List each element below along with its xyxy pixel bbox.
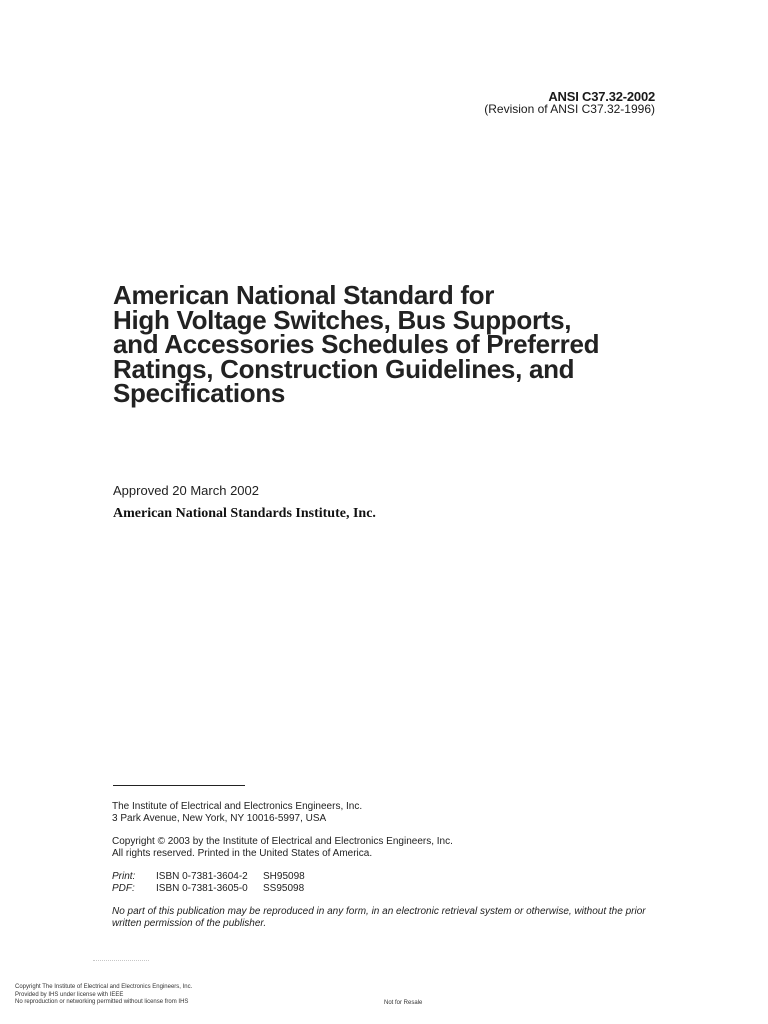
title-line: and Accessories Schedules of Preferred [113,329,600,360]
publisher-name: The Institute of Electrical and Electronics Engineers, Inc. [112,801,363,812]
standard-number: ANSI C37.32-2002 [548,89,655,104]
rights-line: All rights reserved. Printed in the United States of America. [112,847,373,859]
footer-line: Copyright The Institute of Electrical and Electronics Engineers, Inc. [15,984,193,990]
isbn-number: ISBN 0-7381-3604-2 [156,871,248,882]
publisher-block [112,801,362,824]
isbn-format-label: Print: [112,871,136,882]
footer-line: No reproduction or networking permitted without license from IHS [15,999,189,1005]
product-code: SH95098 [263,871,305,882]
isbn-format-label: PDF: [112,882,135,894]
revision-note: (Revision of ANSI C37.32-1996) [484,102,655,116]
isbn-row-pdf [112,883,305,895]
title-line: Specifications [113,378,286,409]
isbn-number: ISBN 0-7381-3605-0 [156,882,248,894]
faint-mark [93,960,149,964]
copyright-block [112,836,453,859]
approval-date: Approved 20 March 2002 [113,483,259,498]
title-line: High Voltage Switches, Bus Supports, [113,304,572,335]
footer-license [15,984,192,1007]
footer-resale-note: Not for Resale [384,1000,423,1006]
title-line: Ratings, Construction Guidelines, and [113,353,575,384]
copyright-line: Copyright © 2003 by the Institute of Electrical and Electronics Engineers, Inc. [112,836,453,847]
isbn-row-print [112,871,305,883]
approving-institute: American National Standards Institute, Inc. [113,506,376,521]
title-line: American National Standard for [113,280,495,310]
reproduction-notice: No part of this publication may be reproduced in any form, in an electronic retrieval system or otherwise, without the prior written permission of the publisher. [112,906,646,929]
product-code: SS95098 [263,882,305,894]
divider-rule [113,785,245,786]
document-title [113,280,673,409]
footer-line: Provided by IHS under license with IEEE [15,991,124,998]
publisher-address: 3 Park Avenue, New York, NY 10016-5997, USA [112,812,327,824]
standard-identifier [484,90,655,116]
isbn-block [112,871,305,894]
